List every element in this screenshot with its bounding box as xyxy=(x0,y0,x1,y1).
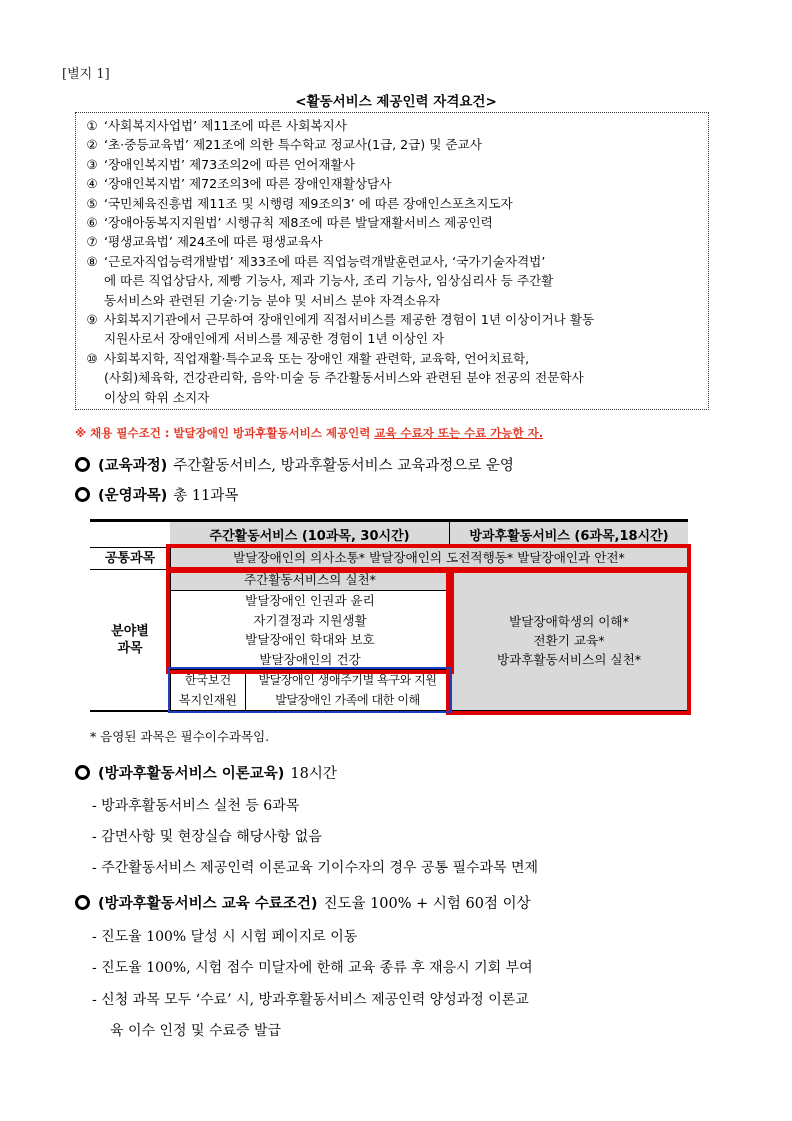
page-title: <활동서비스 제공인력 자격요건> xyxy=(295,94,497,110)
qualification-number: ⑩ xyxy=(86,350,98,366)
qualification-text: ‘장애인복지법’ 제72조의3에 따른 장애인재활상담사 xyxy=(104,176,392,192)
completion-heading: (방과후활동서비스 교육 수료조건) xyxy=(98,896,318,912)
red-highlight-day xyxy=(166,567,454,674)
after-subject: 발달장애학생의 이해* xyxy=(509,614,629,629)
attachment-label: [별지 1] xyxy=(62,67,110,82)
qualification-item xyxy=(80,252,700,271)
qualification-item xyxy=(80,135,700,154)
qualification-box xyxy=(75,112,709,410)
qualification-text: 사회복지기관에서 근무하여 장애인에게 직접서비스를 제공한 경험이 1년 이상이거나 활동 xyxy=(104,312,595,328)
completion-item-continuation: 육 이수 인정 및 수료증 발급 xyxy=(110,1023,282,1039)
qualification-text-continued: 동서비스와 관련된 기술·기능 분야 및 서비스 분야 자격소유자 xyxy=(104,292,441,308)
qualification-item xyxy=(80,213,700,232)
completion-text: 진도율 100% + 시험 60점 이상 xyxy=(323,896,531,912)
qualification-number: ① xyxy=(86,118,98,133)
completion-item: - 신청 과목 모두 ‘수료’ 시, 방과후활동서비스 제공인력 양성과정 이론교 xyxy=(92,992,529,1008)
theory-item: - 방과후활동서비스 실천 등 6과목 xyxy=(92,798,300,814)
qualification-number: ⑤ xyxy=(86,195,98,211)
qualification-list xyxy=(80,116,700,407)
course-count-line xyxy=(75,484,238,505)
qualification-number: ⑦ xyxy=(86,234,98,250)
qualification-number: ⑨ xyxy=(86,312,98,328)
theory-item: - 주간활동서비스 제공인력 이론교육 기이수자의 경우 공통 필수과목 면제 xyxy=(92,860,539,876)
qualification-item xyxy=(80,174,700,193)
notice-underlined: 교육 수료자 또는 수료 가능한 자. xyxy=(374,426,544,440)
qualification-text: ‘국민체육진흥법 제11조 및 시행령 제9조의3’ 에 따른 장애인스포츠지도자 xyxy=(104,195,513,211)
blue-highlight-kohi xyxy=(168,667,452,713)
qualification-item xyxy=(80,232,700,251)
theory-line xyxy=(75,762,337,783)
qualification-text: ‘장애아동복지지원법’ 시행규칙 제8조에 따른 발달재활서비스 제공인력 xyxy=(104,215,493,231)
completion-item: - 진도율 100% 달성 시 시험 페이지로 이동 xyxy=(92,929,358,945)
course-process-line xyxy=(75,454,514,475)
qualification-text-continued: 이상의 학위 소지자 xyxy=(104,389,210,405)
qualification-text-continued: 에 따른 직업상담사, 제빵 기능사, 제과 기능사, 조리 기능사, 임상심리사 등 주간활 xyxy=(104,273,554,289)
day-subject: 발달장애인 인권과 윤리 xyxy=(245,593,375,608)
qualification-number: ⑧ xyxy=(86,253,98,269)
qualification-item xyxy=(80,349,700,368)
course-count-text: 총 11과목 xyxy=(173,488,239,504)
kohi-subject: 발달장애인 생애주기별 욕구와 지원 xyxy=(258,673,437,687)
completion-item: - 진도율 100%, 시험 점수 미달자에 한해 교육 종류 후 재응시 기회 부여 xyxy=(92,960,533,976)
qualification-number: ③ xyxy=(86,156,98,172)
hiring-notice xyxy=(75,425,543,441)
qualification-text-continued: 지원사로서 장애인에게 서비스를 제공한 경험이 1년 이상인 자 xyxy=(104,331,445,347)
day-subject: 자기결정과 지원생활 xyxy=(253,612,367,628)
col-header-after: 방과후활동서비스 (6과목,18시간) xyxy=(450,522,688,547)
red-highlight-after xyxy=(446,567,691,715)
after-subject: 방과후활동서비스의 실천* xyxy=(496,652,642,667)
qualification-text: ‘사회복지사업법’ 제11조에 따른 사회복지사 xyxy=(104,118,347,133)
row-label-common: 공통과목 xyxy=(104,550,156,566)
day-practice-subject: 주간활동서비스의 실천* xyxy=(171,569,449,590)
qualification-text: ‘장애인복지법’ 제73조의2에 따른 언어재활사 xyxy=(104,156,355,172)
qualification-item xyxy=(80,194,700,213)
notice-prefix: ※ 채용 필수조건 : 발달장애인 방과후활동서비스 제공인력 xyxy=(75,426,375,440)
row-label-field: 분야별 과목 xyxy=(111,624,149,656)
qualification-number: ⑥ xyxy=(86,215,98,231)
day-subject: 발달장애인 학대와 보호 xyxy=(245,632,375,647)
kohi-label: 한국보건 복지인재원 xyxy=(179,673,237,707)
qualification-text: ‘초·중등교육법’ 제21조에 의한 특수학교 정교사(1급, 2급) 및 준교사 xyxy=(104,137,482,153)
theory-text: 18시간 xyxy=(290,766,337,782)
qualification-text: 사회복지학, 직업재활·특수교육 또는 장애인 재활 관련학, 교육학, 언어치료학, xyxy=(104,350,530,366)
course-process-heading: (교육과정) xyxy=(98,458,168,474)
qualification-text-continued: (사회)체육학, 건강관리학, 음악·미술 등 주간활동서비스와 관련된 분야 전공의 전문학사 xyxy=(104,370,584,386)
qualification-item xyxy=(80,310,700,329)
course-process-text: 주간활동서비스, 방과후활동서비스 교육과정으로 운영 xyxy=(173,458,514,474)
day-subject: 발달장애인의 건강 xyxy=(259,651,361,667)
footnote: * 음영된 과목은 필수이수과목임. xyxy=(90,729,270,744)
circle-bullet-icon xyxy=(75,457,90,472)
kohi-subject: 발달장애인 가족에 대한 이해 xyxy=(275,693,420,707)
col-header-day: 주간활동서비스 (10과목, 30시간) xyxy=(170,522,449,547)
course-table xyxy=(90,519,688,711)
after-subject: 전환기 교육* xyxy=(533,633,605,648)
qualification-item xyxy=(80,155,700,174)
qualification-number: ② xyxy=(86,137,98,153)
circle-bullet-icon xyxy=(75,487,90,502)
circle-bullet-icon xyxy=(75,895,90,910)
theory-heading: (방과후활동서비스 이론교육) xyxy=(98,766,285,782)
qualification-text: ‘근로자직업능력개발법’ 제33조에 따른 직업능력개발훈련교사, ‘국가기술자격법’ xyxy=(104,253,546,269)
course-count-heading: (운영과목) xyxy=(98,488,168,504)
theory-item: - 감면사항 및 현장실습 해당사항 없음 xyxy=(92,829,322,845)
circle-bullet-icon xyxy=(75,765,90,780)
qualification-item xyxy=(80,116,700,135)
qualification-text: ‘평생교육법’ 제24조에 따른 평생교육사 xyxy=(104,234,323,250)
qualification-number: ④ xyxy=(86,176,98,192)
completion-line xyxy=(75,892,531,913)
common-subjects: 발달장애인의 의사소통* 발달장애인의 도전적행동* 발달장애인과 안전* xyxy=(170,547,688,569)
